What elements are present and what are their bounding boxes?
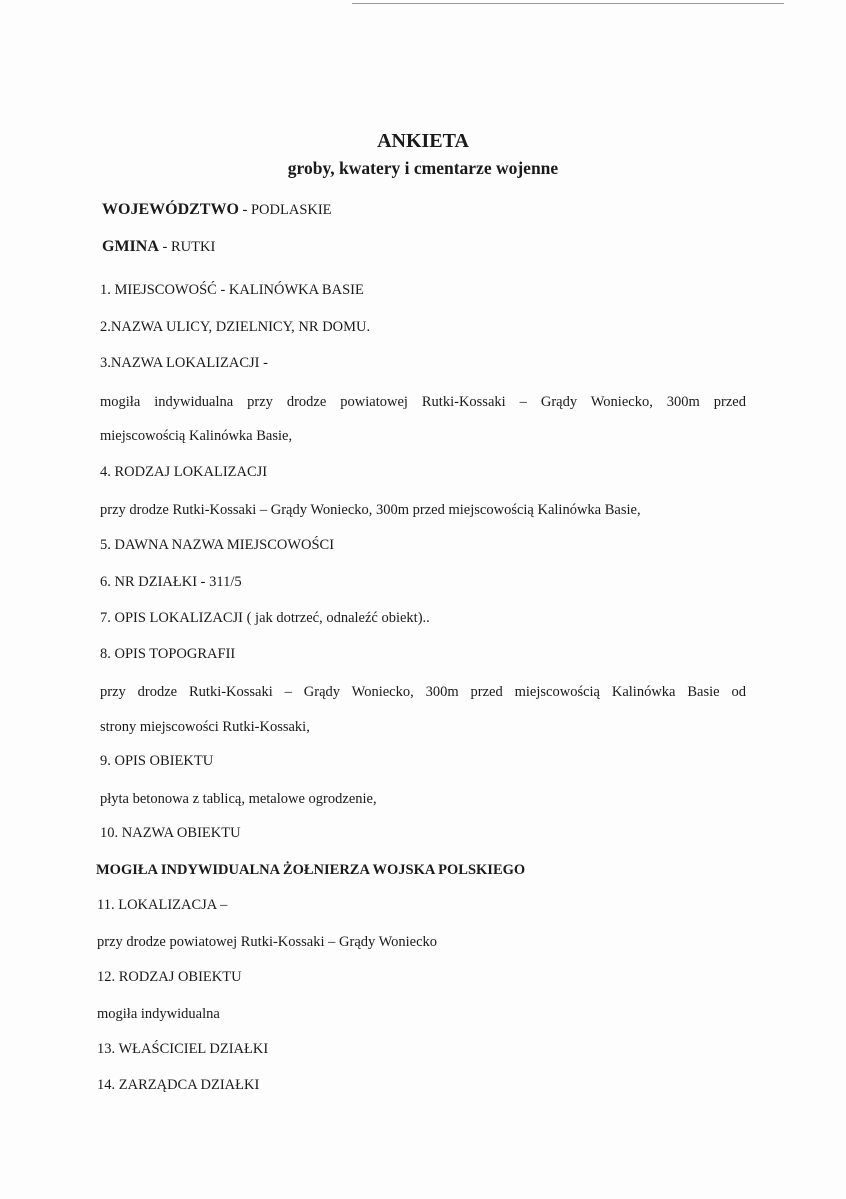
nazwa-obiektu-text: MOGIŁA INDYWIDUALNA ŻOŁNIERZA WOJSKA POLSKIEGO: [96, 862, 526, 878]
field-nr-dzialki: 6. NR DZIAŁKI - 311/5: [100, 574, 242, 590]
field-nazwa-ulicy: 2.NAZWA ULICY, DZIELNICY, NR DOMU.: [100, 319, 371, 335]
wojewodztwo-row: [102, 201, 332, 219]
field-nazwa-obiektu: 10. NAZWA OBIEKTU: [100, 825, 241, 841]
wojewodztwo-label: WOJEWÓDZTWO: [102, 201, 239, 218]
lokalizacja-text: przy drodze powiatowej Rutki-Kossaki – Grądy Woniecko: [97, 934, 438, 950]
document-title: ANKIETA: [377, 130, 469, 152]
opis-obiektu-text: płyta betonowa z tablicą, metalowe ogrodzenie,: [100, 791, 377, 807]
field-opis-obiektu: 9. OPIS OBIEKTU: [100, 753, 214, 769]
field-zarzadca: 14. ZARZĄDCA DZIAŁKI: [97, 1077, 260, 1093]
field-opis-topografii: 8. OPIS TOPOGRAFII: [100, 646, 236, 662]
opis-topografii-text-1: przy drodze Rutki-Kossaki – Grądy Woniecko, 300m przed miejscowością Kalinówka Basie od: [100, 684, 746, 700]
field-opis-lokalizacji: 7. OPIS LOKALIZACJI ( jak dotrzeć, odnaleźć obiekt)..: [100, 610, 430, 626]
field-wlasciciel: 13. WŁAŚCICIEL DZIAŁKI: [97, 1041, 269, 1057]
gmina-value: - RUTKI: [158, 239, 216, 255]
rodzaj-lokalizacji-text: przy drodze Rutki-Kossaki – Grądy Woniecko, 300m przed miejscowością Kalinówka Basie,: [100, 502, 641, 518]
nazwa-lokalizacji-text-1: mogiła indywidualna przy drodze powiatowej Rutki-Kossaki – Grądy Woniecko, 300m przed: [100, 394, 746, 410]
field-nazwa-lokalizacji: 3.NAZWA LOKALIZACJI -: [100, 355, 268, 371]
field-miejscowosc: 1. MIEJSCOWOŚĆ - KALINÓWKA BASIE: [100, 282, 364, 298]
rodzaj-obiektu-text: mogiła indywidualna: [97, 1006, 220, 1022]
wojewodztwo-value: - PODLASKIE: [238, 202, 332, 218]
gmina-row: [102, 238, 215, 256]
nazwa-lokalizacji-text-2: miejscowością Kalinówka Basie,: [100, 428, 293, 444]
gmina-label: GMINA: [102, 238, 159, 255]
field-lokalizacja: 11. LOKALIZACJA –: [97, 897, 228, 913]
field-rodzaj-obiektu: 12. RODZAJ OBIEKTU: [97, 969, 242, 985]
field-rodzaj-lokalizacji: 4. RODZAJ LOKALIZACJI: [100, 464, 268, 480]
document-subtitle: groby, kwatery i cmentarze wojenne: [287, 158, 559, 178]
field-dawna-nazwa: 5. DAWNA NAZWA MIEJSCOWOŚCI: [100, 537, 335, 553]
scan-edge-line: [352, 3, 784, 4]
opis-topografii-text-2: strony miejscowości Rutki-Kossaki,: [100, 719, 310, 735]
